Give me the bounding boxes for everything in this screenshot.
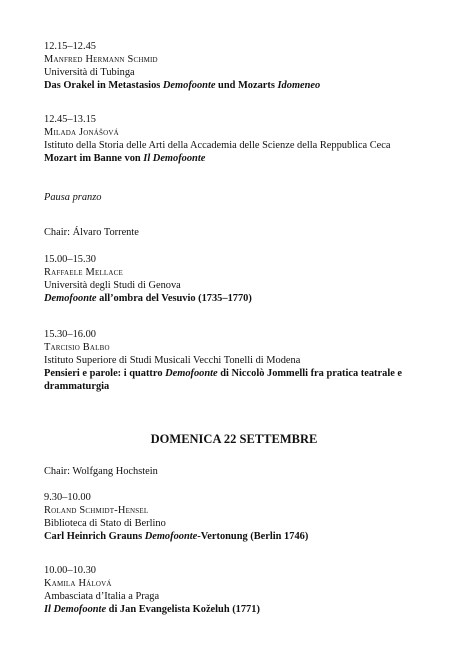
title-text: Das Orakel in Metastasios bbox=[44, 80, 163, 91]
entry-time: 10.00–10.30 bbox=[44, 565, 96, 576]
title-text: di Jan Evangelista Koželuh (1771) bbox=[106, 604, 260, 615]
program-entry bbox=[44, 40, 320, 92]
title-text: di Niccolò Jommelli fra pratica teatrale e drammaturgia bbox=[44, 368, 403, 392]
entry-title bbox=[44, 367, 432, 393]
entry-time: 12.15–12.45 bbox=[44, 41, 96, 52]
entry-institution: Università degli Studi di Genova bbox=[44, 280, 181, 291]
entry-title bbox=[44, 603, 260, 616]
title-italic: Il Demofoonte bbox=[44, 604, 107, 615]
entry-institution: Università di Tubinga bbox=[44, 67, 135, 78]
title-text: Pensieri e parole: i quattro bbox=[44, 368, 166, 379]
title-text: all’ombra del Vesuvio (1735–1770) bbox=[96, 293, 252, 304]
entry-speaker: Roland Schmidt-Hensel bbox=[44, 505, 149, 516]
entry-title bbox=[44, 79, 320, 92]
day-heading: DOMENICA 22 SETTEMBRE bbox=[150, 432, 318, 446]
pause-label: Pausa pranzo bbox=[44, 192, 102, 203]
title-italic: Demofoonte bbox=[44, 293, 97, 304]
title-text: Mozart im Banne von bbox=[44, 153, 144, 164]
entry-time: 12.45–13.15 bbox=[44, 114, 96, 125]
program-entry bbox=[44, 491, 308, 543]
title-italic: Idomeneo bbox=[277, 80, 321, 91]
entry-time: 15.00–15.30 bbox=[44, 254, 96, 265]
entry-speaker: Manfred Hermann Schmid bbox=[44, 54, 158, 65]
entry-time: 9.30–10.00 bbox=[44, 492, 91, 503]
entry-institution: Istituto della Storia delle Arti della Accademia delle Scienze della Reppublica Ceca bbox=[44, 140, 391, 151]
entry-speaker: Kamila Hálová bbox=[44, 578, 112, 589]
title-italic: Il Demofoonte bbox=[143, 153, 206, 164]
title-text: -Vertonung (Berlin 1746) bbox=[197, 531, 309, 542]
program-entry bbox=[44, 564, 260, 616]
title-text: Carl Heinrich Grauns bbox=[44, 531, 145, 542]
entry-speaker: Milada Jonášová bbox=[44, 127, 119, 138]
entry-time: 15.30–16.00 bbox=[44, 329, 96, 340]
chair-line: Chair: Álvaro Torrente bbox=[44, 227, 139, 238]
entry-institution: Istituto Superiore di Studi Musicali Vecchi Tonelli di Modena bbox=[44, 355, 301, 366]
entry-institution: Biblioteca di Stato di Berlino bbox=[44, 518, 166, 529]
entry-title bbox=[44, 152, 391, 165]
program-entry bbox=[44, 113, 391, 165]
program-entry bbox=[44, 253, 252, 305]
entry-title bbox=[44, 292, 252, 305]
chair-line: Chair: Wolfgang Hochstein bbox=[44, 466, 158, 477]
entry-title bbox=[44, 530, 308, 543]
entry-speaker: Tarcisio Balbo bbox=[44, 342, 110, 353]
title-text: und Mozarts bbox=[215, 80, 278, 91]
title-italic: Demofoonte bbox=[144, 531, 198, 542]
program-entry bbox=[44, 328, 432, 393]
title-italic: Demofoonte bbox=[162, 80, 216, 91]
title-italic: Demofoonte bbox=[165, 368, 218, 379]
entry-institution: Ambasciata d’Italia a Praga bbox=[44, 591, 160, 602]
entry-speaker: Raffaele Mellace bbox=[44, 267, 123, 278]
